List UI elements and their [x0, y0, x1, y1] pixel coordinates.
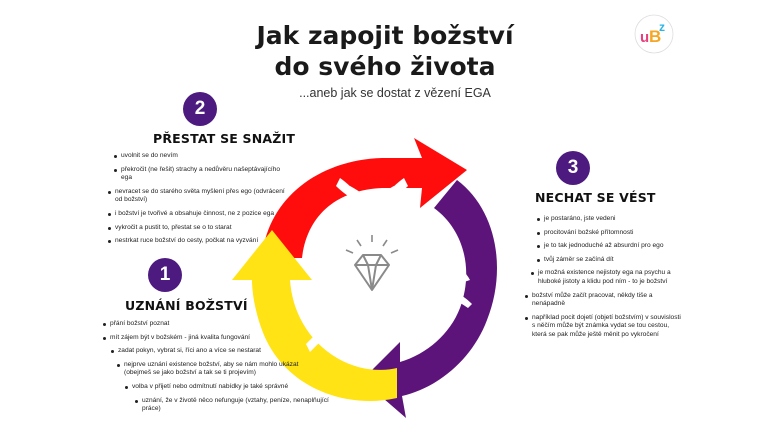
step-1-list	[103, 320, 343, 419]
step-3-item: je možná existence nejistoty ega na psychu a hluboké jistoty a klidu pod ním - to je božství	[531, 269, 678, 286]
step-3-item: je postaráno, jste vedeni	[537, 215, 685, 224]
step-2-item: uvolnit se do nevím	[114, 152, 288, 161]
step-3-heading: NECHAT SE VÉST	[535, 190, 656, 205]
step-3-list	[525, 215, 685, 345]
step-3-item: procitování božské přítomnosti	[537, 229, 685, 238]
step-2-heading: PŘESTAT SE SNAŽIT	[153, 131, 296, 146]
step-2-number-badge: 2	[183, 92, 217, 126]
step-3-item: tvůj záměr se začíná dít	[537, 256, 685, 265]
ubz-logo	[634, 14, 674, 54]
title-line-1: Jak zapojit božství	[256, 21, 514, 50]
step-1-item: zadat pokyn, vybrat si, říci ano a více se nestarat	[111, 347, 343, 356]
step-3-number-badge: 3	[556, 151, 590, 185]
step-1-number-badge: 1	[148, 258, 182, 292]
step-1-heading: UZNÁNÍ BOŽSTVÍ	[125, 298, 248, 313]
page-title	[250, 20, 520, 82]
step-1-item: přání božství poznat	[103, 320, 343, 329]
page-subtitle: ...aneb jak se dostat z vězení EGA	[299, 86, 491, 100]
logo-letter-z: z	[659, 20, 665, 34]
step-3-item: například pocit dojetí (objetí božstvím) v souvislosti s něčím může být známka vydat se tou cestou, která se pak může ještě měnit po vykročení	[525, 314, 682, 340]
title-line-2: do svého života	[274, 52, 496, 81]
logo-letter-b: B	[649, 27, 662, 46]
step-2-list	[108, 152, 288, 251]
step-1-item: nejprve uznání existence božství, aby se nám mohlo ukázat (obejmeš se jako božství a tak se ti projevím)	[117, 361, 314, 378]
step-2-item: i božství je tvořivé a obsahuje činnost, ne z pozice ega	[108, 210, 288, 219]
step-3-item: je to tak jednoduché až absurdní pro ego	[537, 242, 685, 251]
logo-letter-u: u	[640, 29, 650, 46]
step-2-item: vykročit a pustit to, přestat se o to starat	[108, 224, 288, 233]
step-3-item: božství může začít pracovat, někdy tiše a nenápadně	[525, 292, 685, 309]
step-2-item: překročit (ne řešit) strachy a nedůvěru našeptávajícího ega	[114, 166, 288, 183]
step-1-item: volba v přijetí nebo odmítnutí nabídky je také správné	[125, 383, 343, 392]
step-1-item: mít zájem být v božském - jiná kvalita fungování	[103, 334, 343, 343]
step-2-item: nestrkat ruce božství do cesty, počkat na vyzvání	[108, 237, 288, 246]
step-2-item: nevracet se do starého světa myšlení přes ego (odvrácení od božství)	[108, 188, 288, 205]
step-1-item: uznání, že v životě něco nefunguje (vztahy, peníze, nenaplňující práce)	[135, 397, 343, 414]
